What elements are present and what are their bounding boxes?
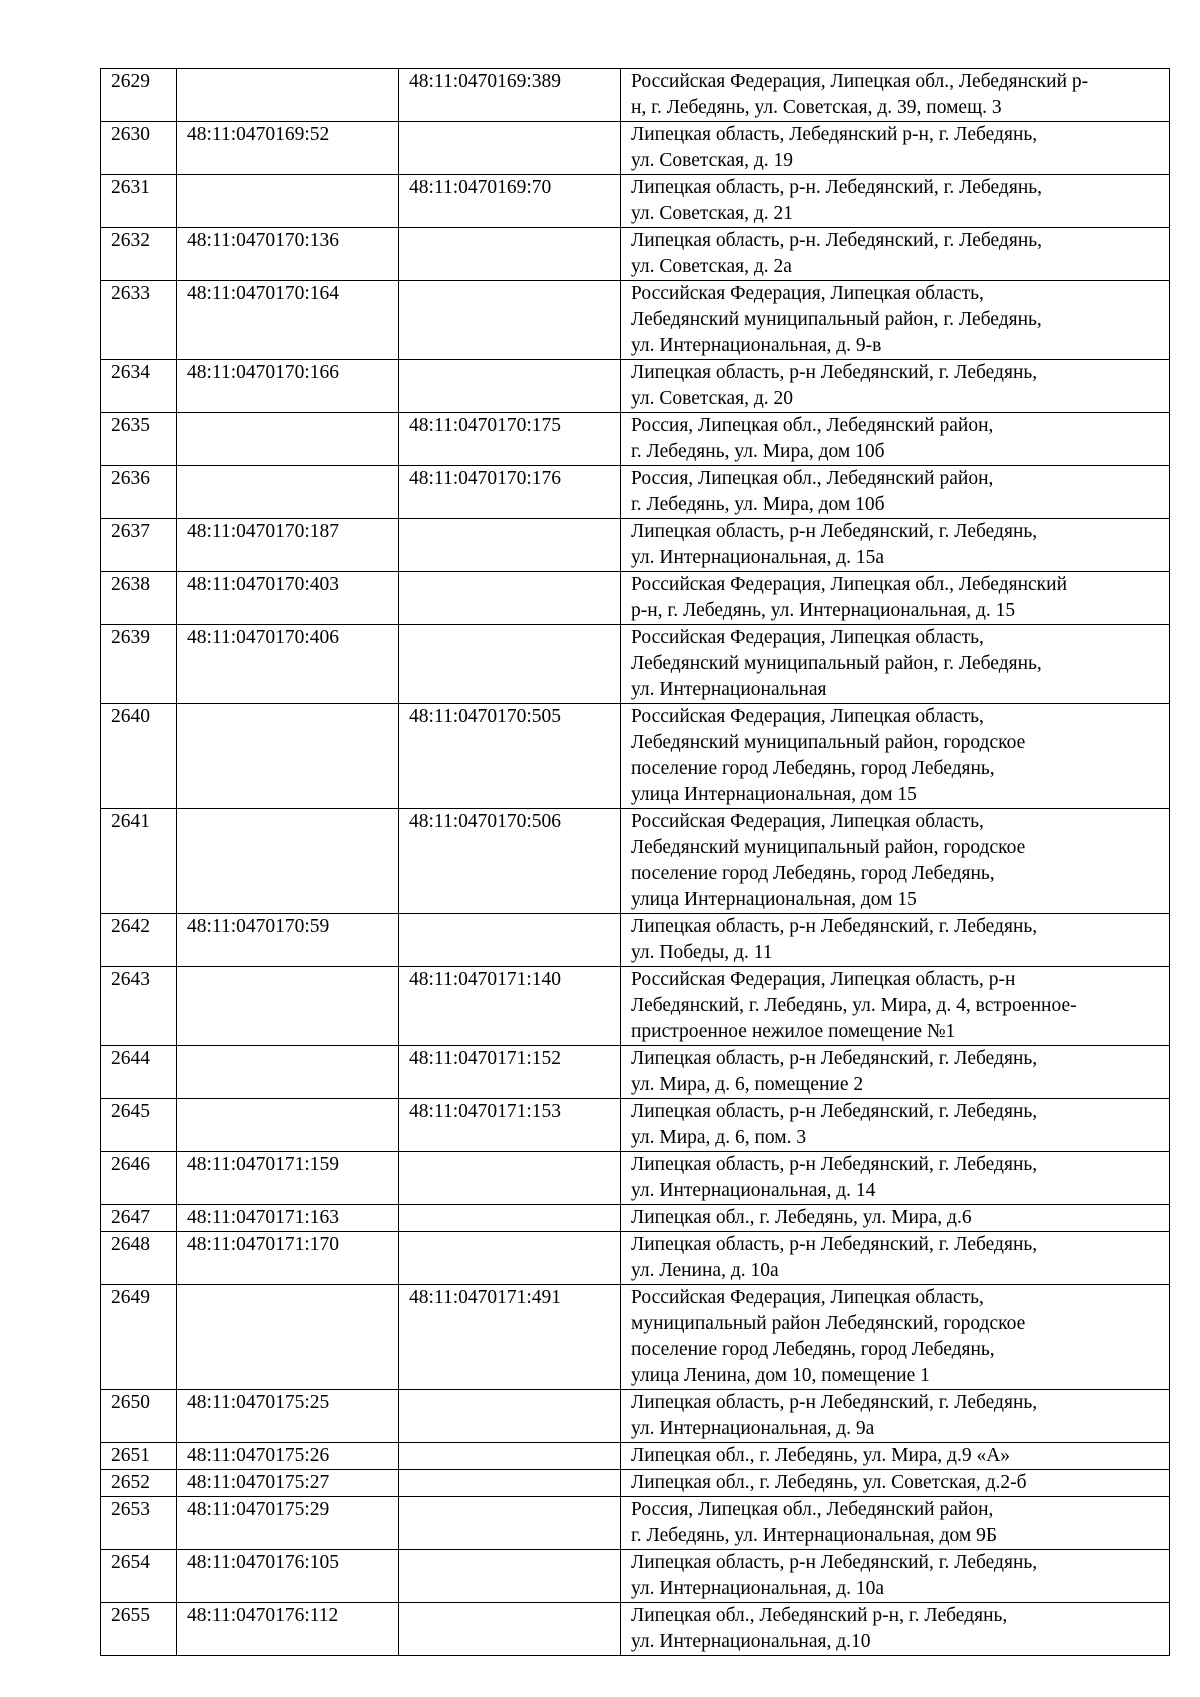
row-number-cell: 2637 bbox=[101, 519, 177, 572]
row-number-cell: 2645 bbox=[101, 1099, 177, 1152]
object-cadastral-number-cell: 48:11:0470171:153 bbox=[399, 1099, 621, 1152]
address-cell: Липецкая область, р-н Лебедянский, г. Лебедянь, ул. Победы, д. 11 bbox=[621, 914, 1170, 967]
address-cell: Липецкая область, р-н Лебедянский, г. Лебедянь, ул. Ленина, д. 10а bbox=[621, 1232, 1170, 1285]
address-cell: Российская Федерация, Липецкая обл., Лебедянский р-н, г. Лебедянь, ул. Интернациональная, д. 15 bbox=[621, 572, 1170, 625]
table-row bbox=[101, 572, 1170, 625]
table-row bbox=[101, 967, 1170, 1046]
table-row bbox=[101, 809, 1170, 914]
address-cell: Липецкая область, р-н Лебедянский, г. Лебедянь, ул. Интернациональная, д. 15а bbox=[621, 519, 1170, 572]
object-cadastral-number-cell: 48:11:0470170:176 bbox=[399, 466, 621, 519]
land-cadastral-number-cell bbox=[177, 704, 399, 809]
table-row bbox=[101, 413, 1170, 466]
object-cadastral-number-cell: 48:11:0470170:175 bbox=[399, 413, 621, 466]
table-row bbox=[101, 360, 1170, 413]
table-row bbox=[101, 914, 1170, 967]
row-number-cell: 2655 bbox=[101, 1603, 177, 1656]
row-number-cell: 2631 bbox=[101, 175, 177, 228]
table-row bbox=[101, 1099, 1170, 1152]
land-cadastral-number-cell bbox=[177, 1099, 399, 1152]
address-cell: Липецкая область, р-н Лебедянский, г. Лебедянь, ул. Мира, д. 6, пом. 3 bbox=[621, 1099, 1170, 1152]
table-row bbox=[101, 1497, 1170, 1550]
table-row bbox=[101, 466, 1170, 519]
object-cadastral-number-cell bbox=[399, 625, 621, 704]
row-number-cell: 2636 bbox=[101, 466, 177, 519]
row-number-cell: 2649 bbox=[101, 1285, 177, 1390]
row-number-cell: 2651 bbox=[101, 1443, 177, 1470]
land-cadastral-number-cell: 48:11:0470170:403 bbox=[177, 572, 399, 625]
land-cadastral-number-cell: 48:11:0470170:164 bbox=[177, 281, 399, 360]
address-cell: Российская Федерация, Липецкая область, р-н Лебедянский, г. Лебедянь, ул. Мира, д. 4, встроенное- пристроенное нежилое помещение №1 bbox=[621, 967, 1170, 1046]
address-cell: Российская Федерация, Липецкая область, Лебедянский муниципальный район, г. Лебедянь, ул. Интернациональная, д. 9-в bbox=[621, 281, 1170, 360]
address-cell: Липецкая область, р-н. Лебедянский, г. Лебедянь, ул. Советская, д. 2а bbox=[621, 228, 1170, 281]
object-cadastral-number-cell: 48:11:0470171:152 bbox=[399, 1046, 621, 1099]
table-row bbox=[101, 1205, 1170, 1232]
row-number-cell: 2634 bbox=[101, 360, 177, 413]
table-row bbox=[101, 1603, 1170, 1656]
object-cadastral-number-cell bbox=[399, 360, 621, 413]
object-cadastral-number-cell bbox=[399, 1443, 621, 1470]
land-cadastral-number-cell: 48:11:0470169:52 bbox=[177, 122, 399, 175]
land-cadastral-number-cell: 48:11:0470175:25 bbox=[177, 1390, 399, 1443]
table-row bbox=[101, 1470, 1170, 1497]
row-number-cell: 2638 bbox=[101, 572, 177, 625]
object-cadastral-number-cell bbox=[399, 1205, 621, 1232]
row-number-cell: 2639 bbox=[101, 625, 177, 704]
land-cadastral-number-cell: 48:11:0470171:170 bbox=[177, 1232, 399, 1285]
address-cell: Липецкая обл., Лебедянский р-н, г. Лебедянь, ул. Интернациональная, д.10 bbox=[621, 1603, 1170, 1656]
address-cell: Липецкая область, р-н Лебедянский, г. Лебедянь, ул. Интернациональная, д. 14 bbox=[621, 1152, 1170, 1205]
row-number-cell: 2632 bbox=[101, 228, 177, 281]
land-cadastral-number-cell: 48:11:0470175:27 bbox=[177, 1470, 399, 1497]
row-number-cell: 2629 bbox=[101, 69, 177, 122]
land-cadastral-number-cell bbox=[177, 1285, 399, 1390]
land-cadastral-number-cell: 48:11:0470171:159 bbox=[177, 1152, 399, 1205]
row-number-cell: 2650 bbox=[101, 1390, 177, 1443]
address-cell: Липецкая обл., г. Лебедянь, ул. Мира, д.9 «А» bbox=[621, 1443, 1170, 1470]
land-cadastral-number-cell: 48:11:0470170:406 bbox=[177, 625, 399, 704]
address-cell: Липецкая область, Лебедянский р-н, г. Лебедянь, ул. Советская, д. 19 bbox=[621, 122, 1170, 175]
address-cell: Россия, Липецкая обл., Лебедянский район, г. Лебедянь, ул. Мира, дом 10б bbox=[621, 466, 1170, 519]
object-cadastral-number-cell: 48:11:0470171:491 bbox=[399, 1285, 621, 1390]
land-cadastral-number-cell bbox=[177, 967, 399, 1046]
land-cadastral-number-cell: 48:11:0470170:59 bbox=[177, 914, 399, 967]
address-cell: Российская Федерация, Липецкая обл., Лебедянский р- н, г. Лебедянь, ул. Советская, д. 39, помещ. 3 bbox=[621, 69, 1170, 122]
land-cadastral-number-cell bbox=[177, 175, 399, 228]
address-cell: Липецкая область, р-н Лебедянский, г. Лебедянь, ул. Советская, д. 20 bbox=[621, 360, 1170, 413]
land-cadastral-number-cell: 48:11:0470175:29 bbox=[177, 1497, 399, 1550]
object-cadastral-number-cell bbox=[399, 1550, 621, 1603]
land-cadastral-number-cell: 48:11:0470176:105 bbox=[177, 1550, 399, 1603]
table-row bbox=[101, 704, 1170, 809]
object-cadastral-number-cell bbox=[399, 914, 621, 967]
table-row bbox=[101, 1390, 1170, 1443]
row-number-cell: 2652 bbox=[101, 1470, 177, 1497]
row-number-cell: 2646 bbox=[101, 1152, 177, 1205]
address-cell: Липецкая обл., г. Лебедянь, ул. Советская, д.2-б bbox=[621, 1470, 1170, 1497]
address-cell: Россия, Липецкая обл., Лебедянский район, г. Лебедянь, ул. Мира, дом 10б bbox=[621, 413, 1170, 466]
row-number-cell: 2654 bbox=[101, 1550, 177, 1603]
table-row bbox=[101, 1285, 1170, 1390]
table-row bbox=[101, 228, 1170, 281]
object-cadastral-number-cell: 48:11:0470169:389 bbox=[399, 69, 621, 122]
address-cell: Липецкая область, р-н Лебедянский, г. Лебедянь, ул. Интернациональная, д. 10а bbox=[621, 1550, 1170, 1603]
table-row bbox=[101, 1550, 1170, 1603]
row-number-cell: 2640 bbox=[101, 704, 177, 809]
address-cell: Липецкая область, р-н Лебедянский, г. Лебедянь, ул. Интернациональная, д. 9а bbox=[621, 1390, 1170, 1443]
object-cadastral-number-cell: 48:11:0470171:140 bbox=[399, 967, 621, 1046]
address-cell: Российская Федерация, Липецкая область, Лебедянский муниципальный район, городское поселение город Лебедянь, город Лебедянь, улица Интернациональная, дом 15 bbox=[621, 809, 1170, 914]
row-number-cell: 2642 bbox=[101, 914, 177, 967]
object-cadastral-number-cell bbox=[399, 519, 621, 572]
row-number-cell: 2647 bbox=[101, 1205, 177, 1232]
land-cadastral-number-cell: 48:11:0470176:112 bbox=[177, 1603, 399, 1656]
address-cell: Липецкая обл., г. Лебедянь, ул. Мира, д.6 bbox=[621, 1205, 1170, 1232]
land-cadastral-number-cell bbox=[177, 69, 399, 122]
address-cell: Российская Федерация, Липецкая область, муниципальный район Лебедянский, городское поселение город Лебедянь, город Лебедянь, улица Ленина, дом 10, помещение 1 bbox=[621, 1285, 1170, 1390]
object-cadastral-number-cell bbox=[399, 1470, 621, 1497]
object-cadastral-number-cell bbox=[399, 228, 621, 281]
object-cadastral-number-cell: 48:11:0470169:70 bbox=[399, 175, 621, 228]
table-row bbox=[101, 1232, 1170, 1285]
row-number-cell: 2641 bbox=[101, 809, 177, 914]
address-cell: Российская Федерация, Липецкая область, Лебедянский муниципальный район, городское поселение город Лебедянь, город Лебедянь, улица Интернациональная, дом 15 bbox=[621, 704, 1170, 809]
table-row bbox=[101, 69, 1170, 122]
row-number-cell: 2653 bbox=[101, 1497, 177, 1550]
land-cadastral-number-cell bbox=[177, 466, 399, 519]
row-number-cell: 2630 bbox=[101, 122, 177, 175]
table-row bbox=[101, 1443, 1170, 1470]
object-cadastral-number-cell bbox=[399, 1497, 621, 1550]
table-row bbox=[101, 175, 1170, 228]
object-cadastral-number-cell bbox=[399, 1152, 621, 1205]
object-cadastral-number-cell bbox=[399, 1390, 621, 1443]
table-row bbox=[101, 1046, 1170, 1099]
object-cadastral-number-cell bbox=[399, 122, 621, 175]
object-cadastral-number-cell bbox=[399, 1232, 621, 1285]
row-number-cell: 2643 bbox=[101, 967, 177, 1046]
land-cadastral-number-cell bbox=[177, 809, 399, 914]
table-row bbox=[101, 122, 1170, 175]
land-cadastral-number-cell: 48:11:0470170:187 bbox=[177, 519, 399, 572]
land-cadastral-number-cell: 48:11:0470175:26 bbox=[177, 1443, 399, 1470]
object-cadastral-number-cell bbox=[399, 281, 621, 360]
row-number-cell: 2633 bbox=[101, 281, 177, 360]
land-cadastral-number-cell bbox=[177, 413, 399, 466]
address-cell: Россия, Липецкая обл., Лебедянский район, г. Лебедянь, ул. Интернациональная, дом 9Б bbox=[621, 1497, 1170, 1550]
registry-table bbox=[100, 68, 1170, 1656]
row-number-cell: 2644 bbox=[101, 1046, 177, 1099]
table-row bbox=[101, 519, 1170, 572]
land-cadastral-number-cell: 48:11:0470171:163 bbox=[177, 1205, 399, 1232]
object-cadastral-number-cell bbox=[399, 1603, 621, 1656]
table-row bbox=[101, 1152, 1170, 1205]
address-cell: Российская Федерация, Липецкая область, Лебедянский муниципальный район, г. Лебедянь, ул. Интернациональная bbox=[621, 625, 1170, 704]
object-cadastral-number-cell: 48:11:0470170:506 bbox=[399, 809, 621, 914]
object-cadastral-number-cell: 48:11:0470170:505 bbox=[399, 704, 621, 809]
land-cadastral-number-cell: 48:11:0470170:166 bbox=[177, 360, 399, 413]
land-cadastral-number-cell bbox=[177, 1046, 399, 1099]
land-cadastral-number-cell: 48:11:0470170:136 bbox=[177, 228, 399, 281]
table-row bbox=[101, 625, 1170, 704]
row-number-cell: 2648 bbox=[101, 1232, 177, 1285]
object-cadastral-number-cell bbox=[399, 572, 621, 625]
address-cell: Липецкая область, р-н. Лебедянский, г. Лебедянь, ул. Советская, д. 21 bbox=[621, 175, 1170, 228]
registry-table-body bbox=[101, 69, 1170, 1656]
address-cell: Липецкая область, р-н Лебедянский, г. Лебедянь, ул. Мира, д. 6, помещение 2 bbox=[621, 1046, 1170, 1099]
row-number-cell: 2635 bbox=[101, 413, 177, 466]
table-row bbox=[101, 281, 1170, 360]
